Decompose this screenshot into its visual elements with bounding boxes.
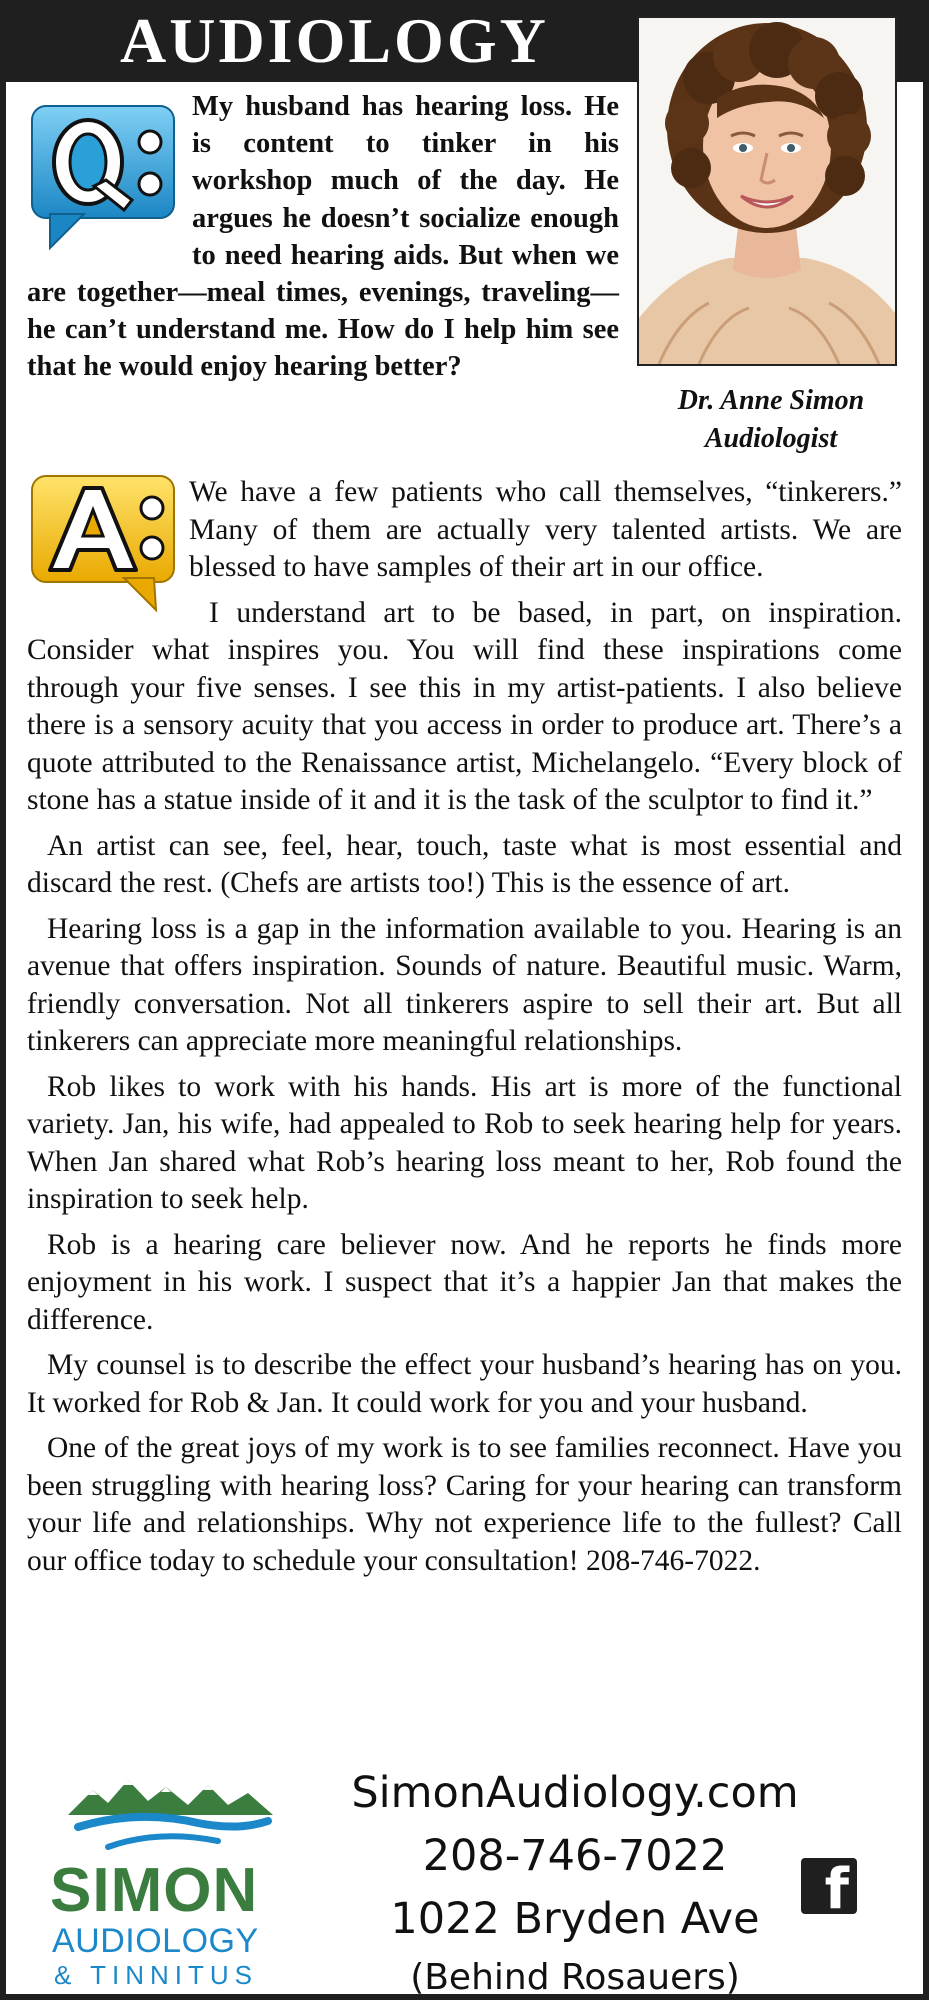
logo-tinnitus-text: & TINNITUS <box>54 1960 258 1990</box>
question-letter: Q <box>28 102 29 103</box>
answer-paragraph: Hearing loss is a gap in the information available to you. Hearing is an avenue that offers inspiration. Sounds of nature. Beautiful music. Warm, friendly conversation. Not all tinkerers aspire to sell their art. But all tinkerers can appreciate more meaningful relationships. <box>27 912 902 1057</box>
answer-paragraph: I understand art to be based, in part, on inspiration. Consider what inspires you. You will find these inspirations come through your five senses. I see this in my artist-patients. I also believe there is a sensory acuity that you access in order to produce art. There’s a quote attributed to the Renaissance artist, Michelangelo. “Every block of stone has a statue inside of it and it is the task of the sculptor to find it.” <box>27 596 902 816</box>
question-text: My husband has hearing loss. He is content to tinker in his workshop much of the day. He argues he doesn’t socialize enough to need hearing aids. But when we are together—meal times, evenings, traveling—he can’t understand me. How do I help him see that he would enjoy hearing better? <box>27 91 619 383</box>
logo-simon-text: SIMON <box>50 1856 259 1925</box>
answer-text-block <box>27 474 902 1588</box>
answer-paragraph: My counsel is to describe the effect your husband’s hearing has on you. It worked for Rob & Jan. It could work for you and your husband. <box>27 1349 902 1419</box>
answer-paragraph: Rob is a hearing care believer now. And he reports he finds more enjoyment in his work. I suspect that it’s a happier Jan that makes the difference. <box>27 1228 902 1336</box>
facebook-letter: f <box>824 1857 849 1922</box>
author-title: Audiologist <box>704 423 838 454</box>
answer-paragraph: One of the great joys of my work is to see families reconnect. Have you been struggling with hearing loss? Caring for your hearing can transform your life and relationships. Why not experience life to the fullest? Call our office today to schedule your consultation! 208-746-7022. <box>27 1432 902 1577</box>
answer-paragraph: We have a few patients who call themselves, “tinkerers.” Many of them are actually very talented artists. We are blessed to have samples of their art in our office. <box>189 476 902 583</box>
contact-block <box>330 1762 820 2005</box>
logo-audiology-text: AUDIOLOGY <box>52 1922 259 1960</box>
simon-audiology-logo <box>40 1765 300 1990</box>
website-link[interactable]: SimonAudiology.com <box>351 1768 799 1818</box>
mountain-river-icon <box>48 1765 288 1865</box>
author-caption <box>637 382 905 458</box>
portrait-illustration <box>639 18 895 364</box>
author-name: Dr. Anne Simon <box>677 385 865 416</box>
question-text-block <box>27 88 619 386</box>
address-landmark: (Behind Rosauers) <box>410 1957 740 1998</box>
author-photo <box>637 16 897 366</box>
page-title: AUDIOLOGY <box>120 5 549 76</box>
question-icon-space <box>27 88 192 270</box>
facebook-icon[interactable] <box>801 1857 857 1922</box>
street-address: 1022 Bryden Ave <box>390 1894 760 1944</box>
phone-number[interactable]: 208-746-7022 <box>422 1831 728 1881</box>
answer-paragraph: Rob likes to work with his hands. His art is more of the functional variety. Jan, his wife, had appealed to Rob to seek hearing help for years. When Jan shared what Rob’s hearing loss meant to her, Rob found the inspiration to seek help. <box>27 1070 902 1215</box>
answer-icon-space <box>27 474 189 624</box>
answer-paragraph: An artist can see, feel, hear, touch, taste what is most essential and discard the rest. (Chefs are artists too!) This is the essence of art. <box>27 829 902 899</box>
answer-letter: A <box>28 472 29 473</box>
